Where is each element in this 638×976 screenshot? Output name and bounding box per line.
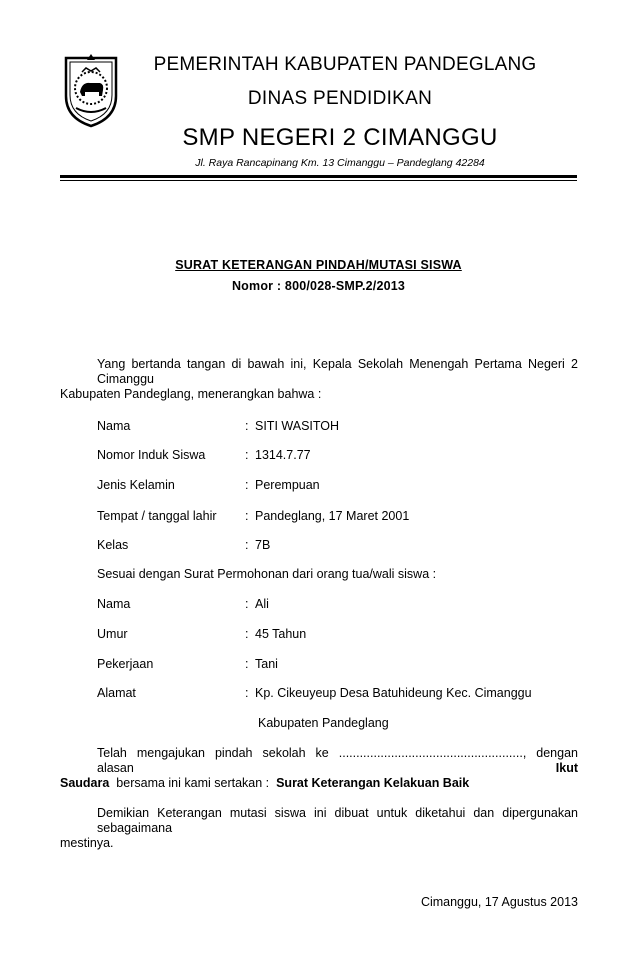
parent-address-value: Kp. Cikeuyeup Desa Batuhideung Kec. Cimanggu	[255, 686, 532, 700]
student-gender-label: Jenis Kelamin	[97, 478, 175, 492]
attachment-line	[60, 776, 469, 791]
colon: :	[245, 597, 249, 611]
closing-line-2: mestinya.	[60, 836, 114, 850]
colon: :	[245, 509, 249, 523]
letterhead-divider-thin	[60, 180, 577, 181]
student-birth-value: Pandeglang, 17 Maret 2001	[255, 509, 410, 523]
attachment-text: bersama ini kami sertakan :	[116, 776, 270, 790]
student-gender-value: Perempuan	[255, 478, 320, 492]
intro-line-2: Kabupaten Pandeglang, menerangkan bahwa :	[60, 387, 322, 401]
colon: :	[245, 538, 249, 552]
student-id-label: Nomor Induk Siswa	[97, 448, 206, 462]
letter-title: SURAT KETERANGAN PINDAH/MUTASI SISWA	[175, 258, 462, 272]
student-birth-label: Tempat / tanggal lahir	[97, 509, 217, 523]
letter-number: Nomor : 800/028-SMP.2/2013	[231, 279, 406, 293]
letterhead-government: PEMERINTAH KABUPATEN PANDEGLANG	[153, 54, 537, 75]
student-id-value: 1314.7.77	[255, 448, 311, 462]
colon: :	[245, 478, 249, 492]
colon: :	[245, 657, 249, 671]
closing-line-1: Demikian Keterangan mutasi siswa ini dibuat untuk diketahui dan dipergunakan sebagaimana	[97, 806, 578, 835]
letterhead-department: DINAS PENDIDIKAN	[247, 88, 433, 109]
parent-name-value: Ali	[255, 597, 269, 611]
parent-name-label: Nama	[97, 597, 131, 611]
parent-age-value: 45 Tahun	[255, 627, 307, 641]
letterhead-address: Jl. Raya Rancapinang Km. 13 Cimanggu – Pandeglang 42284	[195, 157, 485, 169]
parent-address-label: Alamat	[97, 686, 136, 700]
colon: :	[245, 686, 249, 700]
parent-job-value: Tani	[255, 657, 278, 671]
student-name-value: SITI WASITOH	[255, 419, 340, 433]
move-reason: Ikut	[555, 761, 578, 775]
parent-age-label: Umur	[97, 627, 128, 641]
student-class-value: 7B	[255, 538, 271, 552]
move-text: Telah mengajukan pindah sekolah ke ....................................................., dengan alasan	[97, 746, 578, 775]
move-line	[97, 746, 578, 776]
attachment-document: Surat Keterangan Kelakuan Baik	[276, 776, 470, 790]
letterhead-divider-thick	[60, 175, 577, 178]
colon: :	[245, 419, 249, 433]
colon: :	[245, 448, 249, 462]
student-name-label: Nama	[97, 419, 131, 433]
student-class-label: Kelas	[97, 538, 129, 552]
colon: :	[245, 627, 249, 641]
intro-line-1: Yang bertanda tangan di bawah ini, Kepala Sekolah Menengah Pertama Negeri 2 Cimanggu	[97, 357, 578, 386]
parent-job-label: Pekerjaan	[97, 657, 154, 671]
letterhead-school: SMP NEGERI 2 CIMANGGU	[182, 124, 498, 151]
move-reason-continued: Saudara	[60, 776, 110, 790]
request-line: Sesuai dengan Surat Permohonan dari orang tua/wali siswa :	[97, 567, 437, 581]
parent-address-continuation: Kabupaten Pandeglang	[258, 716, 389, 730]
place-date: Cimanggu, 17 Agustus 2013	[420, 895, 578, 909]
